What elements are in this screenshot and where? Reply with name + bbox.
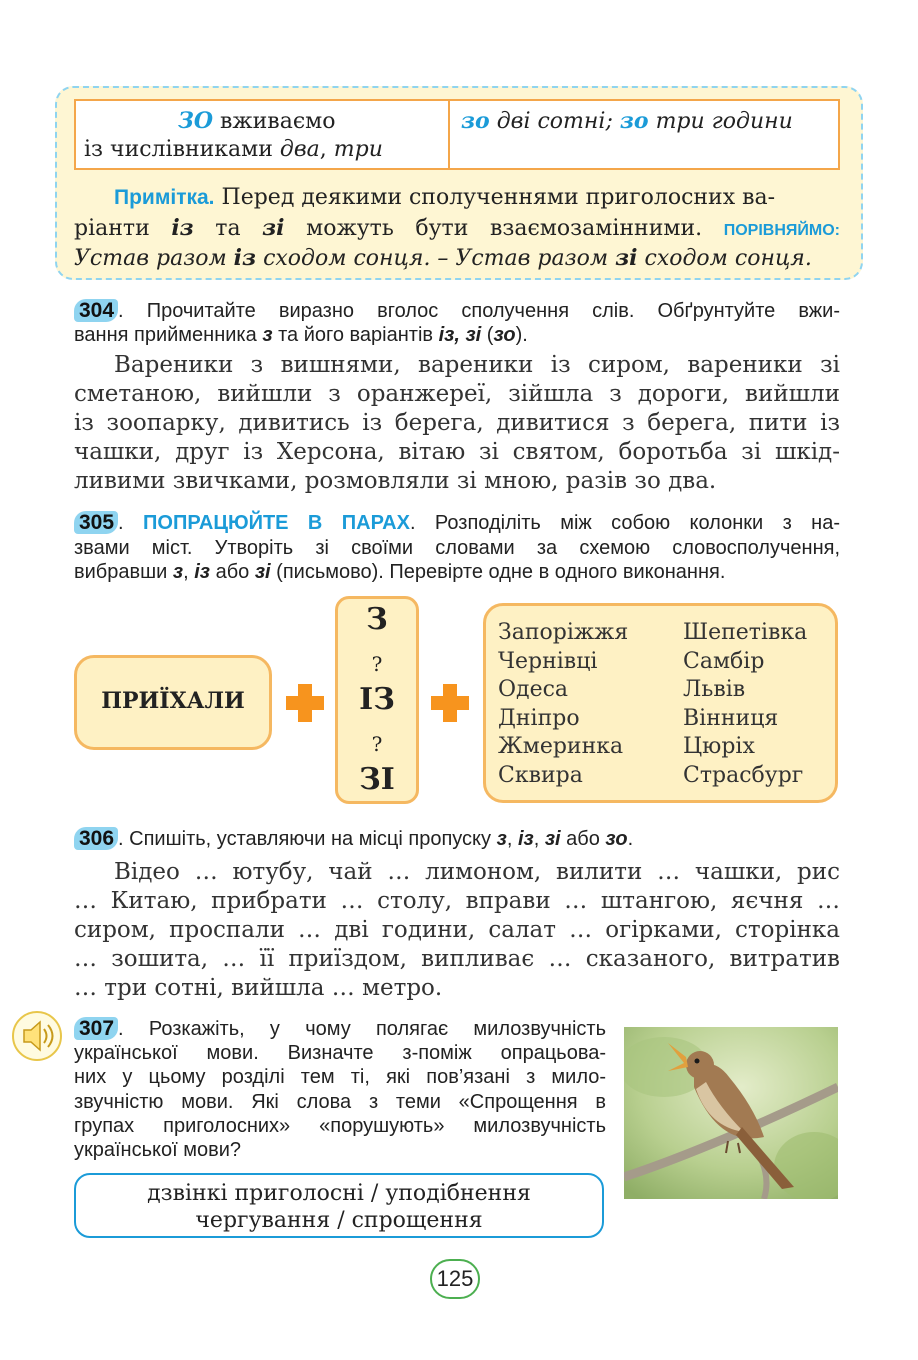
task-term: із: [517, 828, 534, 850]
note-text: можуть бути взаємозамінними.: [284, 216, 724, 241]
preposition-iz: ІЗ: [359, 682, 395, 717]
rule-numeral: три: [333, 137, 383, 162]
plus-icon: [431, 684, 469, 722]
ex306-body-line: Відео … ютубу, чай … лимоном, вилити … чашки, рис: [114, 859, 840, 885]
question-mark: ?: [371, 652, 383, 676]
city-name: Чернівці: [498, 649, 598, 674]
ex307-task-line: звучністю мови. Які слова з теми «Спрощення в: [74, 1091, 606, 1113]
note-term: зі: [615, 245, 638, 271]
rule-table-divider: [448, 99, 450, 170]
rule-zo-term: ЗО: [178, 108, 214, 134]
task-term: зо: [493, 324, 516, 346]
ex306-body-line: сиром, проспали … дві години, салат … огірками, сторінка: [74, 917, 840, 943]
compare-label: ПОРІВНЯЙМО:: [723, 222, 840, 239]
speaker-icon[interactable]: [10, 1009, 66, 1065]
city-name: Страсбург: [683, 763, 804, 788]
ex307-task-line-1: [74, 1017, 606, 1041]
task-text: вибравши: [74, 561, 173, 583]
task-text: (: [481, 324, 494, 346]
note-term: із: [233, 245, 257, 271]
answer-line-1: дзвінкі приголосні / уподібнення: [147, 1181, 531, 1206]
rule-text: ,: [319, 137, 334, 162]
question-mark: ?: [371, 732, 383, 756]
rule-left-line-1: [178, 107, 336, 136]
task-text: . Розкажіть, у чому полягає милозвучність: [118, 1018, 606, 1040]
ex304-body-line: чашки, друг із Херсона, вітаю зі святом, боротьба зі шкід-: [74, 439, 840, 465]
ex307-task-line: української мови. Визначте з-поміж опрацьова-: [74, 1042, 606, 1064]
note-example: Устав разом: [74, 246, 234, 271]
plus-icon: [286, 684, 324, 722]
ex306-body-line: … три сотні, вийшла … метро.: [74, 975, 443, 1001]
rule-numeral: два: [279, 137, 320, 162]
ex304-body-line: ливими звичками, розмовляли зі мною, разів зо два.: [74, 468, 717, 494]
task-text: . Спишіть, уставляючи на місці пропуску: [118, 828, 497, 850]
exercise-number: 307: [74, 1017, 118, 1040]
pair-work-label: ПОПРАЦЮЙТЕ В ПАРАХ: [143, 512, 410, 534]
preposition-z: З: [366, 602, 388, 637]
task-term: зі: [254, 561, 271, 583]
city-name: Запоріжжя: [498, 620, 629, 645]
city-name: Жмеринка: [498, 734, 624, 759]
ex304-body-line: Вареники з вишнями, вареники із сиром, вареники зі: [114, 352, 840, 378]
note-label: Примітка.: [114, 186, 215, 209]
task-text: .: [627, 828, 634, 850]
task-text: вання прийменника: [74, 324, 263, 346]
city-name: Шепетівка: [683, 620, 808, 645]
rule-text: із числівниками: [84, 137, 280, 162]
exercise-number: 304: [74, 299, 118, 322]
task-text: ,: [183, 561, 195, 583]
ex304-body-line: сметаною, вийшли з оранжереї, зійшла з дороги, вийшли: [74, 381, 840, 407]
task-term: з: [172, 561, 184, 583]
note-line-2: [74, 213, 840, 246]
ex305-task-line-2: звами міст. Утворіть зі своїми словами за схемою словосполучення,: [74, 537, 840, 559]
ex305-task-line-3: [74, 560, 840, 584]
city-name: Вінниця: [683, 706, 779, 731]
task-term: зі: [544, 828, 561, 850]
answer-line-2: чергування / спрощення: [195, 1208, 483, 1233]
task-text: та його варіантів: [272, 324, 439, 346]
task-text: . Прочитайте виразно вголос сполучення слів. Обґрунтуйте вжи-: [118, 300, 840, 322]
ex304-body-line: із зоопарку, дивитись із берега, дивитися з берега, пити із: [74, 410, 840, 436]
note-term: зі: [262, 215, 285, 241]
task-term: з: [262, 324, 273, 346]
ex307-task-line: них у цьому розділі тем ті, які пов’язані з мило-: [74, 1066, 606, 1088]
task-term: із, зі: [438, 324, 482, 346]
verb-label: ПРИЇХАЛИ: [101, 688, 245, 714]
note-text: Перед деякими сполученнями приголосних ва-: [214, 185, 776, 210]
task-text: ,: [533, 828, 545, 850]
ex306-task-line: [74, 827, 840, 851]
city-name: Сквира: [498, 763, 583, 788]
city-name: Дніпро: [498, 706, 580, 731]
exercise-number: 305: [74, 511, 118, 534]
rule-zo-term: зо: [461, 108, 490, 134]
singing-bird-photo: [624, 1027, 838, 1199]
task-term: зо: [605, 828, 628, 850]
task-term: із: [194, 561, 211, 583]
rule-example: три години: [648, 109, 793, 134]
task-text: або: [210, 561, 255, 583]
ex306-body-line: … зошита, … її приїздом, випливає … сказаного, витратив: [74, 946, 840, 972]
preposition-zi: ЗІ: [359, 762, 395, 797]
exercise-number: 306: [74, 827, 118, 850]
note-example: сходом сонця.: [637, 246, 812, 271]
page-number: 125: [430, 1259, 480, 1299]
task-text: .: [118, 512, 144, 534]
ex304-task-line-2: [74, 323, 840, 347]
task-text: або: [560, 828, 606, 850]
task-term: з: [496, 828, 507, 850]
task-text: (письмово). Перевірте одне в одного виконання.: [270, 561, 726, 583]
ex307-task-line: української мови?: [74, 1139, 242, 1161]
ex304-task-line-1: [74, 299, 840, 323]
ex307-task-line: групах приголосних» «порушують» милозвучність: [74, 1115, 606, 1137]
note-line-1: [74, 183, 840, 213]
task-text: ,: [506, 828, 518, 850]
ex306-body-line: … Китаю, прибрати … столу, вправи … штангою, яєчня …: [74, 888, 840, 914]
note-text: ріанти: [74, 216, 172, 241]
city-name: Самбір: [683, 649, 765, 674]
city-name: Львів: [683, 677, 746, 702]
note-line-3: [74, 243, 840, 274]
task-text: . Розподіліть між собою колонки з на-: [409, 512, 840, 534]
rule-left-line-2: [84, 136, 383, 164]
rule-zo-term: зо: [619, 108, 649, 134]
task-text: ).: [515, 324, 528, 346]
note-term: із: [171, 215, 194, 241]
rule-example: дві сотні;: [489, 109, 620, 134]
city-name: Одеса: [498, 677, 569, 702]
city-name: Цюріх: [683, 734, 755, 759]
note-example: сходом сонця. – Устав разом: [256, 246, 616, 271]
rule-right-cell: [461, 107, 793, 136]
rule-text: вживаємо: [213, 109, 336, 134]
ex305-task-line-1: [74, 511, 840, 535]
note-text: та: [193, 216, 263, 241]
